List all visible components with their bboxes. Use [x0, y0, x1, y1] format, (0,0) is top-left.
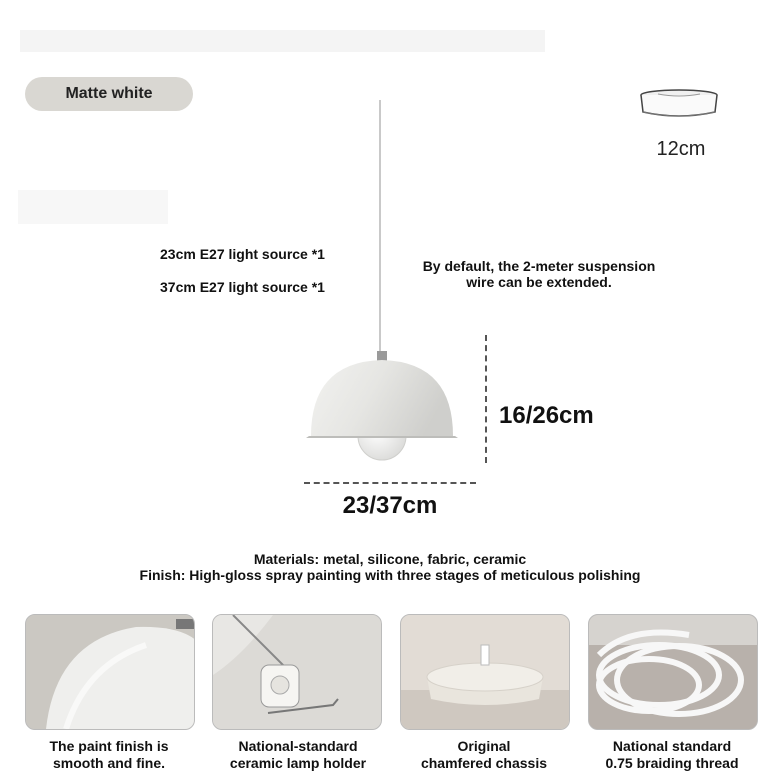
background-smudge	[20, 30, 545, 52]
light-source-37cm: 37cm E27 light source *1	[160, 279, 325, 295]
ceiling-canopy-icon	[638, 86, 720, 122]
width-dimension-line	[304, 482, 476, 484]
feature-caption-paint-finish	[19, 738, 199, 772]
suspension-note-line1: By default, the 2-meter suspension	[422, 258, 656, 274]
pendant-lamp-image	[306, 348, 464, 464]
feature-image-lamp-holder	[212, 614, 382, 730]
caption-line2: chamfered chassis	[420, 755, 548, 771]
height-dimension-label: 16/26cm	[499, 402, 594, 429]
width-dimension-label: 23/37cm	[342, 492, 438, 519]
height-dimension-line	[485, 335, 487, 463]
caption-line1: National-standard	[238, 738, 358, 754]
materials-info	[40, 551, 740, 583]
feature-caption-braiding-thread	[582, 738, 762, 772]
feature-caption-chassis	[394, 738, 574, 772]
suspension-note	[400, 258, 678, 290]
variant-badge: Matte white	[25, 77, 193, 111]
feature-caption-lamp-holder	[208, 738, 388, 772]
feature-image-braiding-thread	[588, 614, 758, 730]
caption-line1: National standard	[612, 738, 732, 754]
suspension-note-line2: wire can be extended.	[466, 274, 612, 290]
feature-image-paint-finish	[25, 614, 195, 730]
canopy-size-label: 12cm	[656, 138, 706, 160]
feature-image-chassis	[400, 614, 570, 730]
caption-line1: Original	[457, 738, 511, 754]
light-source-23cm: 23cm E27 light source *1	[160, 246, 325, 262]
caption-line2: 0.75 braiding thread	[605, 755, 739, 771]
materials-line: Materials: metal, silicone, fabric, ceramic	[253, 551, 527, 567]
finish-line: Finish: High-gloss spray painting with three stages of meticulous polishing	[139, 567, 641, 583]
caption-line2: ceramic lamp holder	[229, 755, 367, 771]
caption-line2: smooth and fine.	[53, 755, 165, 771]
suspension-wire	[379, 100, 381, 354]
background-smudge	[18, 190, 168, 224]
caption-line1: The paint finish is	[49, 738, 169, 754]
